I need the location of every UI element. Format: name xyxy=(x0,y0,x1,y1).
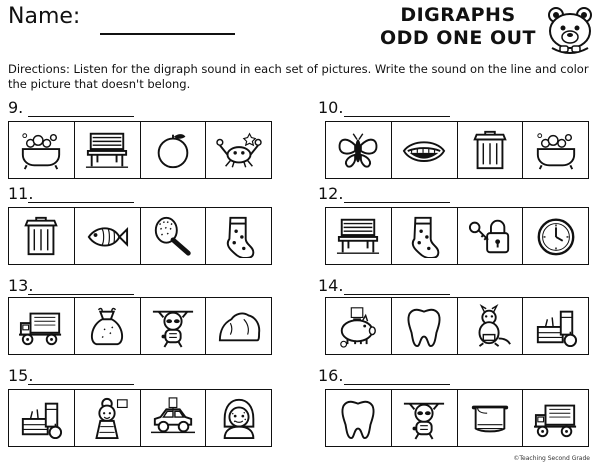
fish-icon xyxy=(82,214,132,258)
item-number: 9. xyxy=(8,98,24,117)
car-icon xyxy=(148,396,198,440)
grandma-icon xyxy=(82,396,132,440)
worksheet-title xyxy=(380,4,536,50)
answer-line[interactable] xyxy=(344,384,450,385)
crab-icon xyxy=(214,128,264,172)
picture-cell[interactable] xyxy=(392,122,458,178)
bench-icon xyxy=(82,128,132,172)
picture-cell[interactable] xyxy=(9,390,75,446)
picture-cell[interactable] xyxy=(75,298,141,354)
kangaroo-icon xyxy=(465,304,515,348)
picture-strip xyxy=(8,121,272,179)
item-number: 12. xyxy=(318,184,344,203)
picture-cell[interactable] xyxy=(206,298,271,354)
bathtub-icon xyxy=(531,128,581,172)
picture-cell[interactable] xyxy=(523,208,588,264)
item-number: 10. xyxy=(318,98,344,117)
item-number: 14. xyxy=(318,276,344,295)
title-line-1: DIGRAPHS xyxy=(400,4,516,26)
picture-cell[interactable] xyxy=(523,122,588,178)
brush-icon xyxy=(148,214,198,258)
lunch-icon xyxy=(531,304,581,348)
picture-cell[interactable] xyxy=(206,122,271,178)
picture-cell[interactable] xyxy=(75,390,141,446)
piggy-bank-icon xyxy=(333,304,383,348)
tooth-icon xyxy=(399,304,449,348)
item-number: 15. xyxy=(8,366,34,385)
picture-cell[interactable] xyxy=(392,208,458,264)
name-line[interactable] xyxy=(100,33,235,35)
picture-cell[interactable] xyxy=(458,122,524,178)
picture-cell[interactable] xyxy=(9,208,75,264)
towel-icon xyxy=(465,396,515,440)
lock-key-icon xyxy=(465,214,515,258)
picture-cell[interactable] xyxy=(206,390,271,446)
answer-line[interactable] xyxy=(28,116,134,117)
peach-icon xyxy=(148,128,198,172)
picture-strip xyxy=(325,121,589,179)
bathtub-icon xyxy=(16,128,66,172)
sock-icon xyxy=(214,214,264,258)
lunch-icon xyxy=(16,396,66,440)
picture-cell[interactable] xyxy=(523,390,588,446)
sloth-icon xyxy=(148,304,198,348)
item-number: 16. xyxy=(318,366,344,385)
picture-cell[interactable] xyxy=(9,298,75,354)
bag-icon xyxy=(82,304,132,348)
bench-icon xyxy=(333,214,383,258)
name-label: Name: xyxy=(8,4,81,29)
credit-text: ©Teaching Second Grade xyxy=(513,455,590,462)
sloth-icon xyxy=(399,396,449,440)
answer-line[interactable] xyxy=(344,116,450,117)
picture-cell[interactable] xyxy=(75,122,141,178)
trash-can-icon xyxy=(16,214,66,258)
picture-cell[interactable] xyxy=(141,390,207,446)
sock-icon xyxy=(399,214,449,258)
picture-cell[interactable] xyxy=(326,390,392,446)
tooth-icon xyxy=(333,396,383,440)
picture-strip xyxy=(8,389,272,447)
picture-cell[interactable] xyxy=(141,122,207,178)
mouth-icon xyxy=(399,128,449,172)
dump-truck-icon xyxy=(531,396,581,440)
picture-cell[interactable] xyxy=(141,298,207,354)
dump-truck-icon xyxy=(16,304,66,348)
directions-text: Directions: Listen for the digraph sound in each set of pictures. Write the sound on the line and color the picture that doesn't belong. xyxy=(8,62,589,91)
picture-cell[interactable] xyxy=(326,208,392,264)
picture-strip xyxy=(8,207,272,265)
answer-line[interactable] xyxy=(28,202,134,203)
answer-line[interactable] xyxy=(28,384,134,385)
trash-can-icon xyxy=(465,128,515,172)
title-line-2: ODD ONE OUT xyxy=(380,27,536,49)
picture-cell[interactable] xyxy=(326,298,392,354)
picture-cell[interactable] xyxy=(326,122,392,178)
moth-icon xyxy=(333,128,383,172)
picture-cell[interactable] xyxy=(392,298,458,354)
answer-line[interactable] xyxy=(28,294,134,295)
picture-cell[interactable] xyxy=(75,208,141,264)
answer-line[interactable] xyxy=(344,202,450,203)
picture-cell[interactable] xyxy=(141,208,207,264)
picture-cell[interactable] xyxy=(9,122,75,178)
picture-cell[interactable] xyxy=(458,208,524,264)
item-number: 13. xyxy=(8,276,34,295)
picture-cell[interactable] xyxy=(458,390,524,446)
picture-strip xyxy=(8,297,272,355)
picture-strip xyxy=(325,297,589,355)
item-number: 11. xyxy=(8,184,34,203)
clock-icon xyxy=(531,214,581,258)
picture-cell[interactable] xyxy=(392,390,458,446)
picture-cell[interactable] xyxy=(458,298,524,354)
girl-icon xyxy=(214,396,264,440)
picture-strip xyxy=(325,207,589,265)
picture-strip xyxy=(325,389,589,447)
picture-cell[interactable] xyxy=(206,208,271,264)
picture-cell[interactable] xyxy=(523,298,588,354)
rock-icon xyxy=(214,304,264,348)
answer-line[interactable] xyxy=(344,294,450,295)
bear-mascot-icon xyxy=(544,4,596,56)
